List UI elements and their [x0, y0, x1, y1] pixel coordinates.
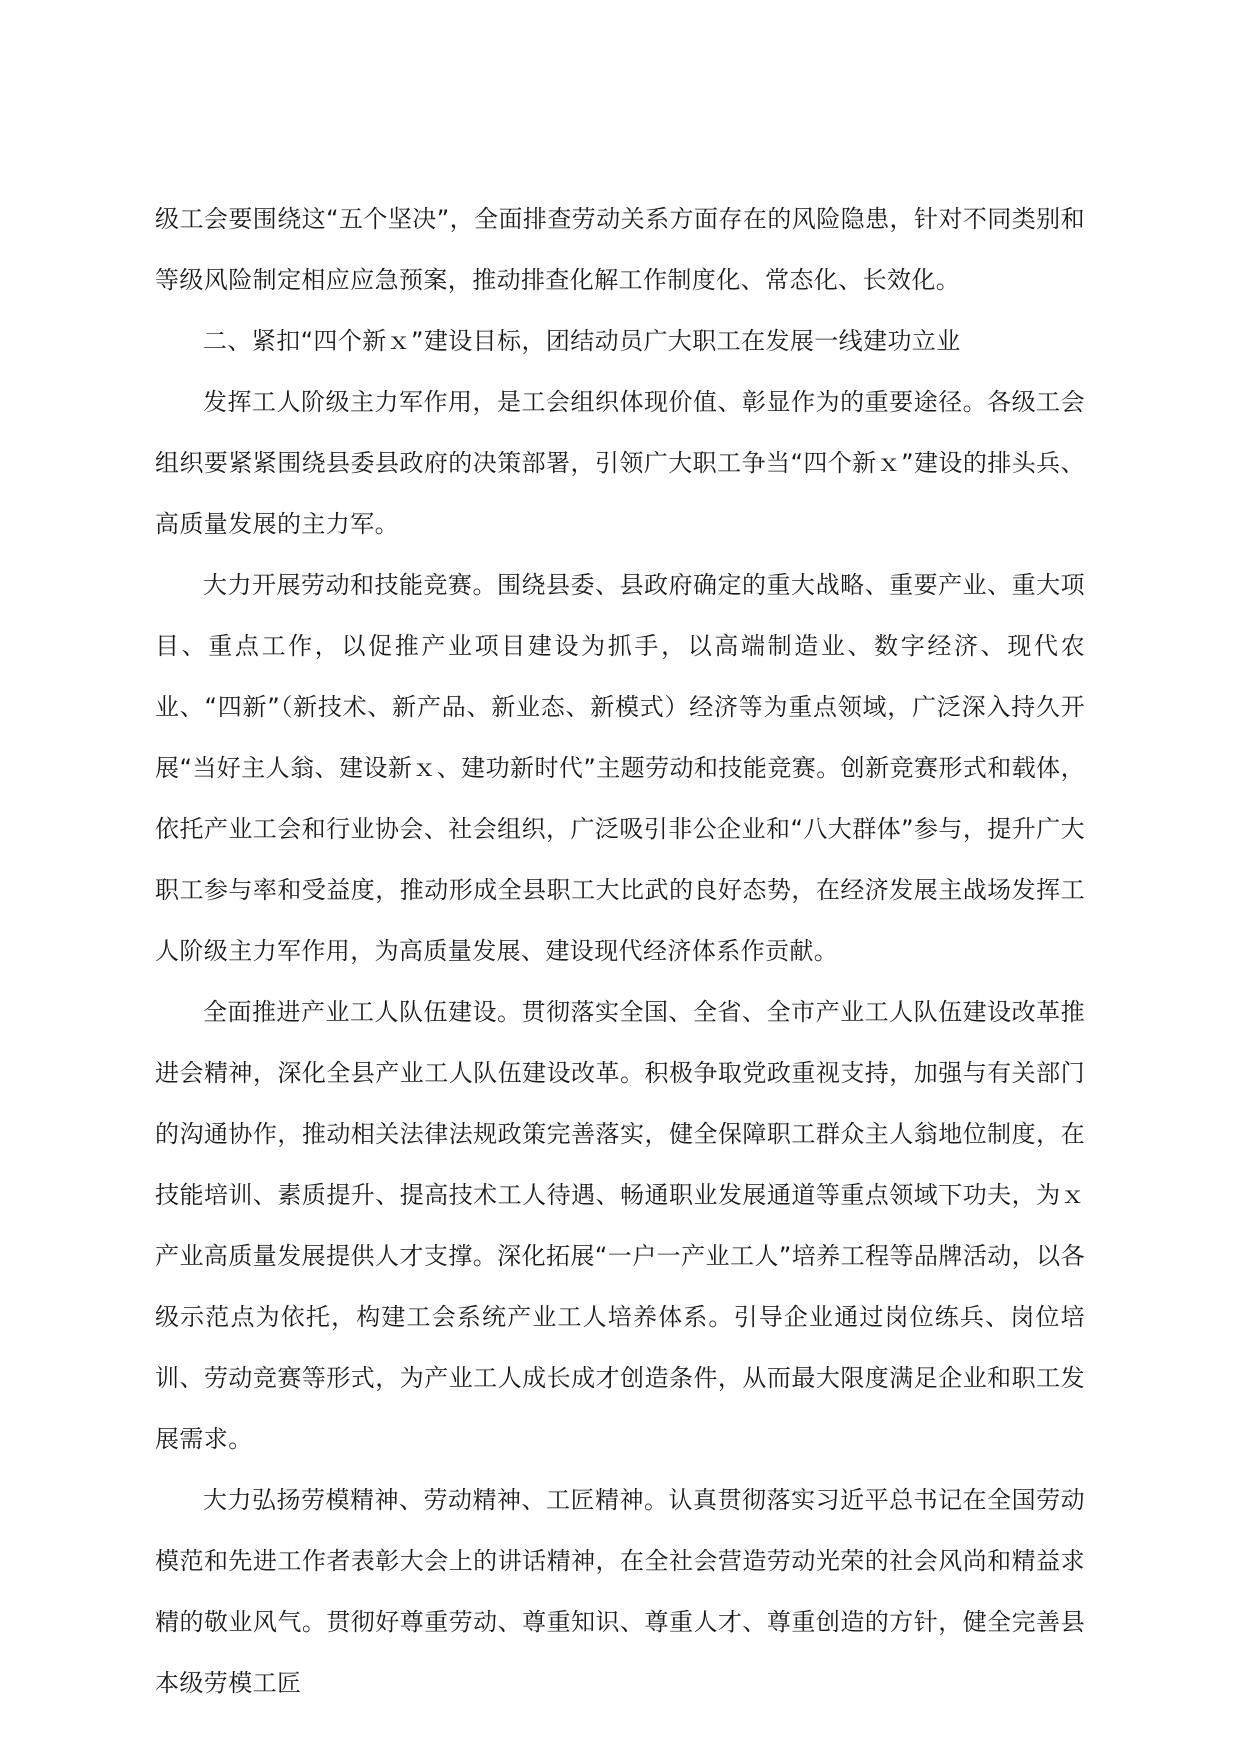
paragraph-continuation: 级工会要围绕这“五个坚决”，全面排查劳动关系方面存在的风险隐患，针对不同类别和等级风险制定相应应急预案，推动排查化解工作制度化、常态化、长效化。: [155, 205, 1085, 294]
paragraph: 大力开展劳动和技能竞赛。围绕县委、县政府确定的重大战略、重要产业、重大项目、重点工作，以促推产业项目建设为抓手，以高端制造业、数字经济、现代农业、“四新”（新技术、新产品、新业态、新模式）经济等为重点领域，广泛深入持久开展“当好主人翁、建设新ｘ、建功新时代”主题劳动和技能竞赛。创新竞赛形式和载体，依托产业工会和行业协会、社会组织，广泛吸引非公企业和“八大群体”参与，提升广大职工参与率和受益度，推动形成全县职工大比武的良好态势，在经济发展主战场发挥工人阶级主力军作用，为高质量发展、建设现代经济体系作贡献。: [155, 571, 1085, 965]
section-heading: 二、紧扣“四个新ｘ”建设目标，团结动员广大职工在发展一线建功立业: [203, 327, 961, 355]
paragraph: 全面推进产业工人队伍建设。贯彻落实全国、全省、全市产业工人队伍建设改革推进会精神，深化全县产业工人队伍建设改革。积极争取党政重视支持，加强与有关部门的沟通协作，推动相关法律法规政策完善落实，健全保障职工群众主人翁地位制度，在技能培训、素质提升、提高技术工人待遇、畅通职业发展通道等重点领域下功夫，为ｘ产业高质量发展提供人才支撑。深化拓展“一户一产业工人”培养工程等品牌活动，以各级示范点为依托，构建工会系统产业工人培养体系。引导企业通过岗位练兵、岗位培训、劳动竞赛等形式，为产业工人成长成才创造条件，从而最大限度满足企业和职工发展需求。: [155, 998, 1085, 1453]
paragraph: 发挥工人阶级主力军作用，是工会组织体现价值、彰显作为的重要途径。各级工会组织要紧紧围绕县委县政府的决策部署，引领广大职工争当“四个新ｘ”建设的排头兵、高质量发展的主力军。: [155, 388, 1085, 538]
document-body: [155, 189, 1085, 1714]
paragraph: 大力弘扬劳模精神、劳动精神、工匠精神。认真贯彻落实习近平总书记在全国劳动模范和先进工作者表彰大会上的讲话精神，在全社会营造劳动光荣的社会风尚和精益求精的敬业风气。贯彻好尊重劳动、尊重知识、尊重人才、尊重创造的方针，健全完善县本级劳模工匠: [155, 1486, 1085, 1697]
